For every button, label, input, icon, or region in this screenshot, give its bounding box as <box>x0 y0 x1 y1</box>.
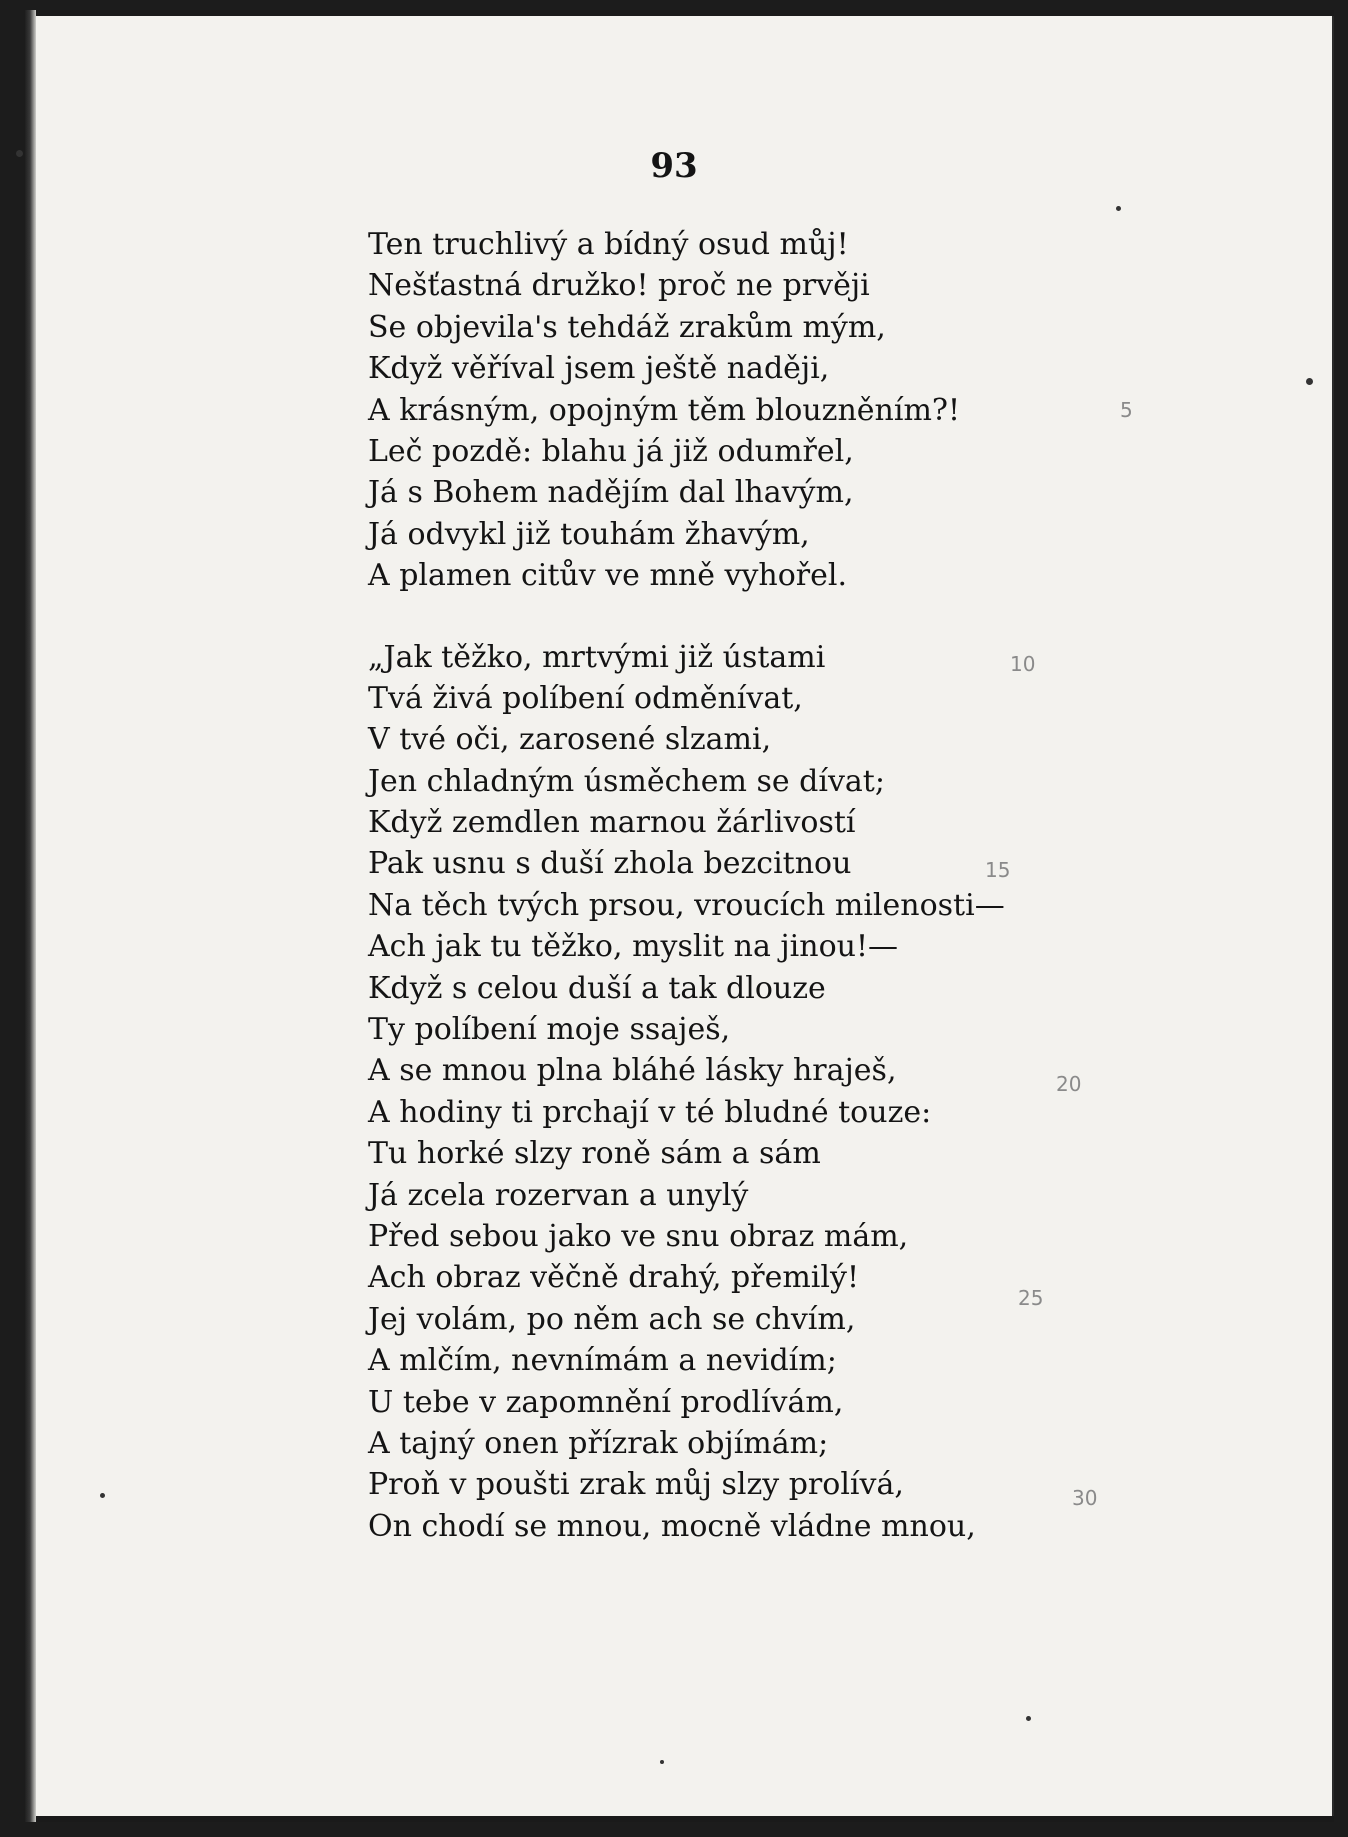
scan-speck <box>660 1760 664 1764</box>
poem-line: Nešťastná družko! proč ne prvěji <box>368 268 870 304</box>
poem-line: A krásným, opojným těm blouzněním?! <box>368 392 961 428</box>
poem-line: Já odvykl již touhám žhavým, <box>368 516 810 552</box>
poem-line: U tebe v zapomnění prodlívám, <box>368 1384 844 1420</box>
poem-line: Já zcela rozervan a unylý <box>368 1177 749 1213</box>
margin-line-count-15: 15 <box>985 858 1011 882</box>
scan-speck <box>16 150 23 157</box>
poem-line: Já s Bohem nadějím dal lhavým, <box>368 475 854 511</box>
poem-line: A hodiny ti prchají v té bludné touze: <box>368 1094 932 1130</box>
poem-line: Když věříval jsem ještě naději, <box>368 351 830 387</box>
stanza-1 <box>368 224 1005 597</box>
page-number: 93 <box>650 146 698 186</box>
page-top-edge <box>24 10 1334 16</box>
margin-line-count-5: 5 <box>1120 398 1133 422</box>
poem-line: Leč pozdě: blahu já již odumřel, <box>368 433 854 469</box>
poem-line: Před sebou jako ve snu obraz mám, <box>368 1218 909 1254</box>
margin-line-count-30: 30 <box>1072 1486 1098 1510</box>
poem-line: Tvá živá políbení odměnívat, <box>368 680 803 716</box>
page-binding-edge <box>24 10 36 1822</box>
poem-line: Se objevila's tehdáž zrakům mým, <box>368 309 886 345</box>
poem-line: Jen chladným úsměchem se dívat; <box>368 763 885 799</box>
margin-line-count-10: 10 <box>1010 652 1036 676</box>
scan-speck <box>1026 1716 1031 1721</box>
poem-line: A plamen citův ve mně vyhořel. <box>368 558 848 594</box>
poem-line: A tajný onen přízrak objímám; <box>368 1425 829 1461</box>
stanza-2 <box>368 637 1005 1548</box>
poem-line: Ach obraz věčně drahý, přemilý! <box>368 1260 860 1296</box>
poem-line: Jej volám, po něm ach se chvím, <box>368 1301 856 1337</box>
poem-line: Tu horké slzy roně sám a sám <box>368 1136 821 1172</box>
poem-line: Ty políbení moje ssaješ, <box>368 1012 731 1048</box>
page-bottom-edge <box>24 1816 1334 1822</box>
poem-line: On chodí se mnou, mocně vládne mnou, <box>368 1508 976 1544</box>
poem-line: Ach jak tu těžko, myslit na jinou!— <box>368 929 899 965</box>
margin-line-count-20: 20 <box>1056 1072 1082 1096</box>
poem-line: Pak usnu s duší zhola bezcitnou <box>368 846 852 882</box>
poem-line: Když zemdlen marnou žárlivostí <box>368 805 856 841</box>
scan-speck <box>1116 206 1121 211</box>
poem-line: Když s celou duší a tak dlouze <box>368 970 826 1006</box>
margin-line-count-25: 25 <box>1018 1286 1044 1310</box>
poem-line: V tvé oči, zarosené slzami, <box>368 722 772 758</box>
poem <box>368 224 1005 1547</box>
scan-speck <box>1306 378 1313 385</box>
poem-line: Ten truchlivý a bídný osud můj! <box>368 227 849 262</box>
poem-line: Na těch tvých prsou, vroucích milenosti— <box>368 887 1005 923</box>
poem-line: A mlčím, nevnímám a nevidím; <box>368 1343 837 1379</box>
poem-line: A se mnou plna bláhé lásky hraješ, <box>368 1053 897 1089</box>
poem-line: „Jak těžko, mrtvými již ústami <box>368 639 826 675</box>
poem-line: Proň v poušti zrak můj slzy prolívá, <box>368 1467 904 1503</box>
scan-speck <box>100 1493 105 1498</box>
